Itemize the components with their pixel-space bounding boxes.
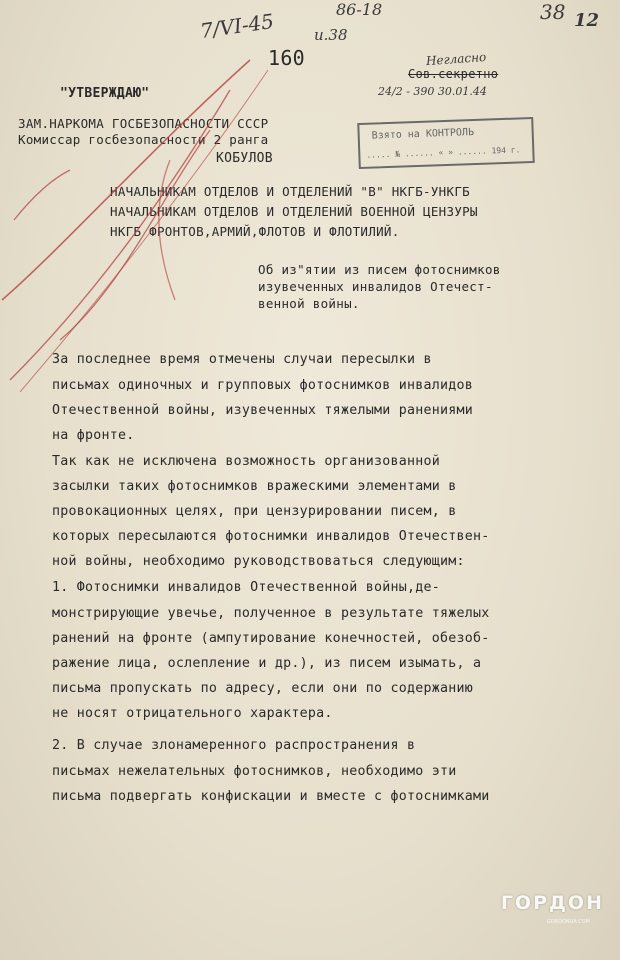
watermark-url: GORDONUA.COM [546,919,590,925]
body-line: ранений на фронте (ампутирование конечностей, обезоб- [52,631,490,646]
body-line: ной войны, необходимо руководствоваться следующим: [52,554,465,569]
approver-name: КОБУЛОВ [216,151,273,166]
subject-line-2: изувеченных инвалидов Отечест- [258,279,493,294]
body-line: которых пересылаются фотоснимки инвалидов Отечествен- [52,529,490,544]
addressees-line-1: НАЧАЛЬНИКАМ ОТДЕЛОВ И ОТДЕЛЕНИЙ "В" НКГБ-УНКГБ [110,184,470,199]
addressees-line-2: НАЧАЛЬНИКАМ ОТДЕЛОВ И ОТДЕЛЕНИЙ ВОЕННОЙ ЦЕНЗУРЫ [110,204,478,219]
body-line: письмах нежелательных фотоснимков, необходимо эти [52,764,457,779]
body-line: Так как не исключена возможность организованной [52,454,441,469]
secrecy-label-2: Сов.секретно [408,67,499,81]
approver-title-1: ЗАМ.НАРКОМА ГОСБЕЗОПАСНОСТИ СССР [18,116,269,131]
subject-line-3: венной войны. [258,296,360,311]
body-line: 1. Фотоснимки инвалидов Отечественной войны,де- [52,580,441,595]
secrecy-label-1: Негласно [425,49,487,69]
body-line: не носят отрицательного характера. [52,706,333,721]
body-line: засылки таких фотоснимков вражескими элементами в [52,479,457,494]
subject-line-1: Об из"ятии из писем фотоснимков [258,262,501,277]
body-line: письма подвергать конфискации и вместе с фотоснимками [52,789,490,804]
approver-title-2: Комиссар госбезопасности 2 ранга [18,132,269,147]
body-line: Отечественной войны, изувеченных тяжелыми ранениями [52,403,474,418]
stamp-line-1: Взято на КОНТРОЛЬ [371,127,475,142]
body-line: на фронте. [52,428,135,443]
handwritten-ref-note: 86-18 [336,0,383,19]
body-line: письма пропускать по адресу, если они по содержанию [52,681,474,696]
handwritten-12: 12 [574,10,600,31]
body-line: За последнее время отмечены случаи пересылки в [52,352,432,367]
watermark-brand: ГОРДОН [500,892,604,914]
stamp-line-2: ..... № ...... « » ...... 194 г. [366,145,521,160]
body-line: 2. В случае злонамеренного распространения в [52,738,416,753]
handwritten-38: 38 [540,0,566,24]
handwritten-ref-note-2: и.38 [314,26,348,44]
body-line: монстрирующие увечье, полученное в результате тяжелых [52,606,490,621]
approval-heading: "УТВЕРЖДАЮ" [60,86,150,101]
body-line: провокационных целях, при цензурировании писем, в [52,504,457,519]
addressees-line-3: НКГБ ФРОНТОВ,АРМИЙ,ФЛОТОВ И ФЛОТИЛИЙ. [110,224,400,239]
body-line: письмах одиночных и групповых фотоснимков инвалидов [52,378,474,393]
registration-number: 24/2 - 390 30.01.44 [378,85,487,98]
page-number: 160 [268,46,306,70]
handwritten-date-note: 7/VI-45 [198,8,276,44]
body-line: ражение лица, ослепление и др.), из писем изымать, а [52,656,482,671]
